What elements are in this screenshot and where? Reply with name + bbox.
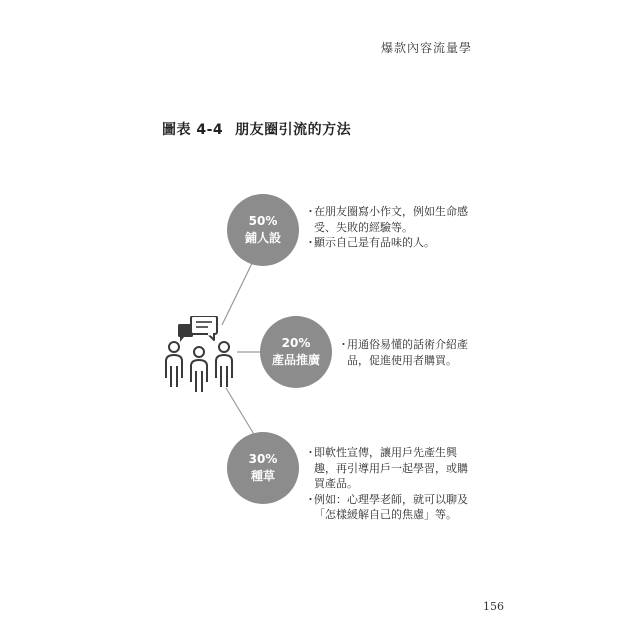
node-description-persona: [305, 204, 468, 251]
node-percent: 30%: [248, 452, 278, 466]
desc-line: 品，促進使用者購買。: [347, 353, 457, 367]
figure-caption: 朋友圈引流的方法: [235, 122, 352, 138]
node-name: 種草: [250, 469, 275, 483]
page-number: 156: [483, 600, 504, 613]
desc-line: 「怎樣緩解自己的焦慮」等。: [314, 508, 457, 521]
node-percent: 20%: [281, 336, 311, 350]
running-header: 爆款內容流量學: [380, 41, 472, 55]
desc-line: ・在朋友圈寫小作文，例如生命感: [305, 205, 468, 218]
node-circle-seeding: [227, 432, 299, 504]
desc-line: 受、失敗的經驗等。: [314, 220, 413, 234]
desc-line: ・例如：心理學老師，就可以聊及: [305, 492, 468, 506]
node-description-seeding: [305, 445, 468, 523]
node-description-product: [338, 337, 468, 368]
desc-line: ・用通俗易懂的話術介紹產: [338, 338, 468, 351]
node-name: 產品推廣: [271, 353, 320, 367]
desc-line: 趣，再引導用戶一起學習，或購: [314, 461, 468, 475]
node-circle-product: [260, 316, 332, 388]
node-name: 鋪人設: [244, 231, 281, 245]
node-circle-persona: [227, 194, 299, 266]
people-chat-icon: [160, 316, 240, 400]
figure-label: 圖表 4-4: [162, 122, 224, 138]
node-percent: 50%: [248, 214, 278, 228]
desc-line: ・顯示自己是有品味的人。: [305, 236, 435, 249]
desc-line: 買產品。: [314, 477, 358, 490]
desc-line: ・即軟性宣傳，讓用戶先產生興: [305, 446, 457, 459]
